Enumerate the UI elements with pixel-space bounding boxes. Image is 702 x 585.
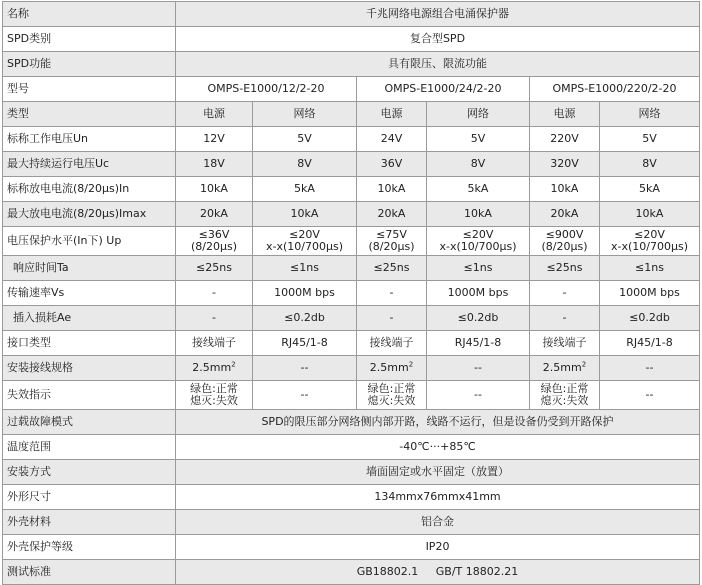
row-label: 安装方式: [3, 460, 176, 485]
cell-line: 熄灭:失效: [190, 394, 238, 407]
model-cell: OMPS-E1000/220/2-20: [530, 77, 700, 102]
table-cell: 5V: [253, 127, 357, 152]
table-cell: [600, 227, 700, 256]
table-cell: ≤0.2db: [253, 306, 357, 331]
row-value: 复合型SPD: [176, 27, 700, 52]
table-cell: --: [253, 356, 357, 381]
table-cell: 10kA: [530, 177, 600, 202]
row-in: [3, 177, 700, 202]
row-value: 134mmx76mmx41mm: [176, 485, 700, 510]
row-ip-rating: [3, 535, 700, 560]
row-label: 过载故障模式: [3, 410, 176, 435]
table-cell: 20kA: [357, 202, 427, 227]
table-cell: 220V: [530, 127, 600, 152]
row-fail-indicator: [3, 381, 700, 410]
row-name: [3, 2, 700, 27]
row-value: 铝合金: [176, 510, 700, 535]
table-cell: --: [253, 381, 357, 410]
table-cell: 网络: [253, 102, 357, 127]
superscript: 2: [408, 360, 414, 369]
table-cell: 8V: [253, 152, 357, 177]
table-cell: 10kA: [600, 202, 700, 227]
table-cell: --: [600, 381, 700, 410]
table-cell: 24V: [357, 127, 427, 152]
row-type: [3, 102, 700, 127]
row-label: 标称放电电流(8/20μs)In: [3, 177, 176, 202]
row-label: 接口类型: [3, 331, 176, 356]
row-label: 最大放电电流(8/20μs)Imax: [3, 202, 176, 227]
cell-line: x-x(10/700μs): [266, 240, 343, 253]
table-cell: 36V: [357, 152, 427, 177]
row-label: 标称工作电压Un: [3, 127, 176, 152]
row-label: SPD类别: [3, 27, 176, 52]
row-value: GB18802.1 GB/T 18802.21: [176, 560, 700, 585]
table-cell: -: [176, 306, 253, 331]
table-cell: RJ45/1-8: [427, 331, 530, 356]
table-cell: 10kA: [253, 202, 357, 227]
row-imax: [3, 202, 700, 227]
row-label: 外壳保护等级: [3, 535, 176, 560]
row-label: 安装接线规格: [3, 356, 176, 381]
cell-line: x-x(10/700μs): [439, 240, 517, 253]
table-cell: ≤25ns: [176, 256, 253, 281]
row-uc: [3, 152, 700, 177]
cell-line: (8/20μs): [541, 240, 588, 253]
table-cell: -: [176, 281, 253, 306]
table-cell: [530, 356, 600, 381]
table-cell: [530, 227, 600, 256]
row-interface: [3, 331, 700, 356]
table-cell: 电源: [530, 102, 600, 127]
table-cell: 网络: [427, 102, 530, 127]
cell-line: 绿色:正常: [367, 382, 416, 395]
row-value: IP20: [176, 535, 700, 560]
table-cell: 10kA: [176, 177, 253, 202]
row-wire: [3, 356, 700, 381]
row-vs: [3, 281, 700, 306]
table-cell: ≤1ns: [600, 256, 700, 281]
row-label: 传输速率Vs: [3, 281, 176, 306]
table-cell: 20kA: [176, 202, 253, 227]
superscript: 2: [231, 360, 236, 369]
row-ae: [3, 306, 700, 331]
row-un: [3, 127, 700, 152]
row-label: 最大持续运行电压Uc: [3, 152, 176, 177]
cell-line: x-x(10/700μs): [611, 240, 688, 253]
table-cell: -: [530, 281, 600, 306]
row-label: 类型: [3, 102, 176, 127]
row-label: 电压保护水平(In下) Up: [3, 227, 176, 256]
row-value: -40℃···+85℃: [176, 435, 700, 460]
table-cell: [530, 381, 600, 410]
cell-line: ≤900V: [545, 228, 584, 241]
table-cell: [176, 356, 253, 381]
table-cell: RJ45/1-8: [253, 331, 357, 356]
cell-line: 绿色:正常: [540, 382, 589, 395]
table-cell: [357, 381, 427, 410]
row-material: [3, 510, 700, 535]
row-label: 温度范围: [3, 435, 176, 460]
cell-line: 熄灭:失效: [367, 394, 416, 407]
cell-line: 绿色:正常: [190, 382, 238, 395]
table-cell: ≤1ns: [253, 256, 357, 281]
table-cell: [357, 227, 427, 256]
cell-line: 熄灭:失效: [540, 394, 589, 407]
cell-value: 2.5mm: [542, 361, 582, 374]
model-cell: OMPS-E1000/12/2-20: [176, 77, 357, 102]
table-cell: 20kA: [530, 202, 600, 227]
table-cell: 网络: [600, 102, 700, 127]
row-label: 测试标准: [3, 560, 176, 585]
row-dimensions: [3, 485, 700, 510]
table-cell: 5V: [600, 127, 700, 152]
table-cell: -: [530, 306, 600, 331]
row-value: 具有限压、限流功能: [176, 52, 700, 77]
row-value: 墙面固定或水平固定（放置）: [176, 460, 700, 485]
row-label: 型号: [3, 77, 176, 102]
table-cell: -: [357, 306, 427, 331]
row-label: 失效指示: [3, 381, 176, 410]
table-cell: 1000M bps: [253, 281, 357, 306]
table-cell: 接线端子: [176, 331, 253, 356]
table-cell: ≤25ns: [357, 256, 427, 281]
cell-line: ≤36V: [198, 228, 230, 241]
table-cell: 5V: [427, 127, 530, 152]
table-cell: 接线端子: [530, 331, 600, 356]
table-cell: --: [427, 356, 530, 381]
row-label: 响应时间Ta: [3, 256, 176, 281]
table-cell: 320V: [530, 152, 600, 177]
row-temperature: [3, 435, 700, 460]
superscript: 2: [581, 360, 587, 369]
cell-line: (8/20μs): [190, 240, 237, 253]
table-cell: 8V: [600, 152, 700, 177]
table-cell: 10kA: [427, 202, 530, 227]
table-cell: --: [600, 356, 700, 381]
table-cell: --: [427, 381, 530, 410]
table-cell: 电源: [176, 102, 253, 127]
row-label: 外形尺寸: [3, 485, 176, 510]
table-cell: 5kA: [253, 177, 357, 202]
cell-line: ≤20V: [462, 228, 494, 241]
row-label: 外壳材料: [3, 510, 176, 535]
cell-value: 2.5mm: [192, 361, 232, 374]
table-cell: [176, 227, 253, 256]
table-cell: 8V: [427, 152, 530, 177]
row-ta: [3, 256, 700, 281]
table-cell: 1000M bps: [427, 281, 530, 306]
spec-table: [2, 1, 700, 585]
model-cell: OMPS-E1000/24/2-20: [357, 77, 530, 102]
table-cell: ≤0.2db: [600, 306, 700, 331]
table-cell: 1000M bps: [600, 281, 700, 306]
cell-line: ≤75V: [376, 228, 407, 241]
row-label: 名称: [3, 2, 176, 27]
table-cell: ≤1ns: [427, 256, 530, 281]
table-cell: ≤0.2db: [427, 306, 530, 331]
cell-line: ≤20V: [289, 228, 320, 241]
table-cell: [253, 227, 357, 256]
table-cell: 10kA: [357, 177, 427, 202]
table-cell: [357, 356, 427, 381]
cell-value: 2.5mm: [369, 361, 409, 374]
table-cell: 18V: [176, 152, 253, 177]
table-cell: 电源: [357, 102, 427, 127]
row-mounting: [3, 460, 700, 485]
row-overload: [3, 410, 700, 435]
table-cell: [176, 381, 253, 410]
table-cell: -: [357, 281, 427, 306]
table-cell: 接线端子: [357, 331, 427, 356]
row-spd-function: [3, 52, 700, 77]
row-model: [3, 77, 700, 102]
row-label: 插入损耗Ae: [3, 306, 176, 331]
table-cell: 5kA: [600, 177, 700, 202]
table-cell: RJ45/1-8: [600, 331, 700, 356]
product-name: 千兆网络电源组合电涌保护器: [176, 2, 700, 27]
cell-line: (8/20μs): [368, 240, 415, 253]
row-spd-class: [3, 27, 700, 52]
table-cell: 12V: [176, 127, 253, 152]
cell-line: ≤20V: [634, 228, 665, 241]
table-cell: [427, 227, 530, 256]
row-value: SPD的限压部分网络侧内部开路，线路不运行，但是设备仍受到开路保护: [176, 410, 700, 435]
table-cell: 5kA: [427, 177, 530, 202]
row-label: SPD功能: [3, 52, 176, 77]
table-cell: ≤25ns: [530, 256, 600, 281]
row-up: [3, 227, 700, 256]
